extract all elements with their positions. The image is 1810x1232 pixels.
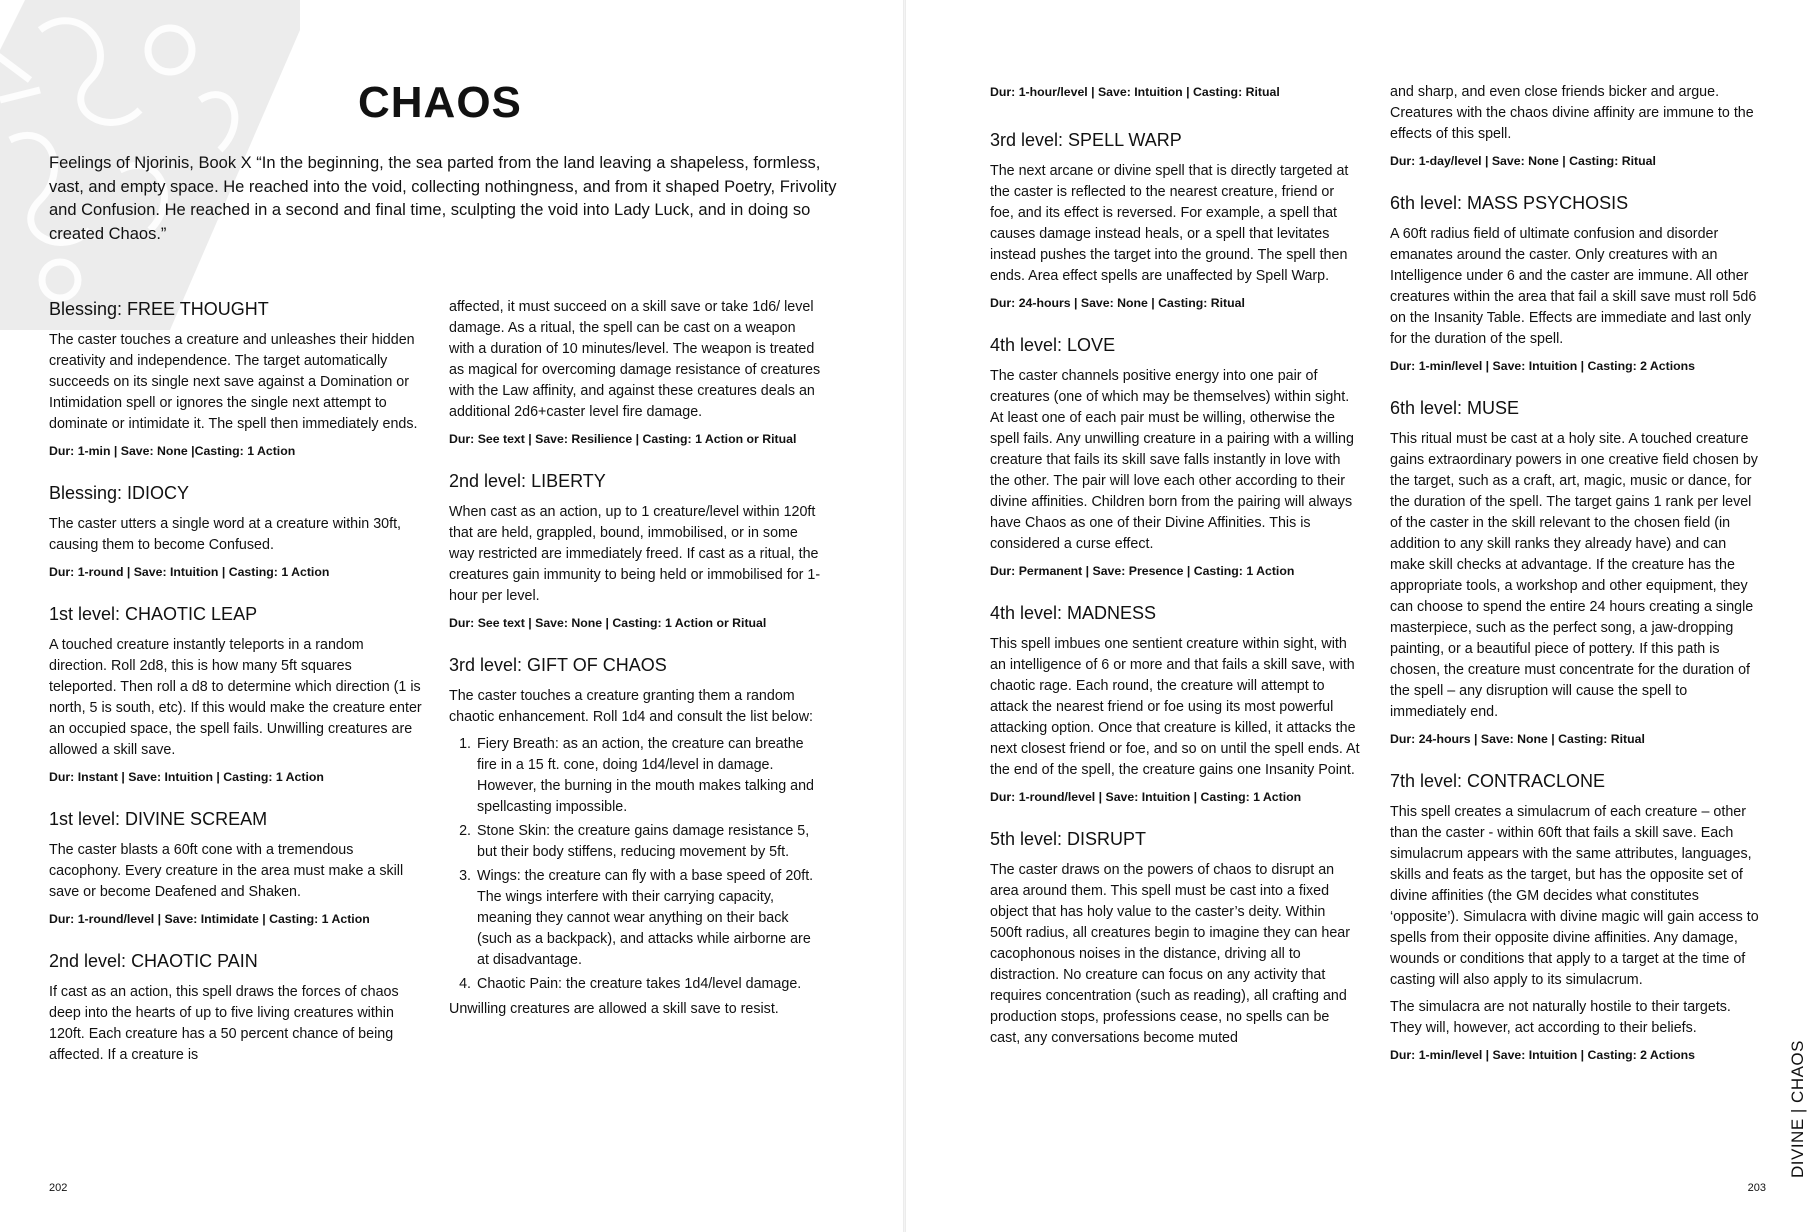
- spell-body-after-list: Unwilling creatures are allowed a skill save to resist.: [449, 1001, 779, 1017]
- spell-body: When cast as an action, up to 1 creature/level within 120ft that are held, grappled, bound, immobilised, or in some way restricted are immediately freed. If cast as a ritual, the creatures gain immunity to being held or immobilised for 1-hour per level.: [449, 504, 821, 604]
- spell-meta: Dur: 1-min | Save: None |Casting: 1 Action: [49, 444, 296, 458]
- spell-muse: [1390, 396, 1760, 749]
- left-column-1: [49, 297, 423, 1086]
- spell-meta: Dur: 1-min/level | Save: Intuition | Casting: 2 Actions: [1390, 359, 1696, 373]
- right-column-1: [990, 82, 1360, 1069]
- list-item: 3. Wings: the creature can fly with a base speed of 20ft. The wings interfere with their carrying capacity, meaning they cannot wear anything on their back (such as a backpack), and attacks while airborne are at disadvantage.: [475, 866, 823, 971]
- left-column-2: [449, 297, 823, 1040]
- spell-heading: 2nd level: LIBERTY: [449, 471, 606, 491]
- spell-mass-psychosis: [1390, 191, 1760, 376]
- spell-body: This spell creates a simulacrum of each creature – other than the caster - within 60ft that fails a skill save. Each simulacrum appears with the same attributes, languages, skills and feats as the target, but has the opposite set of divine affinities (the GM decides what constitutes ‘opposite’). Simulacra with divine magic will gain access to spells from their opposite divine affinities. Any damage, wounds or conditions that apply to a target at the time of casting will also apply to its simulacrum.: [1390, 804, 1759, 988]
- spell-heading: 2nd level: CHAOTIC PAIN: [49, 951, 258, 971]
- spell-body: The next arcane or divine spell that is directly targeted at the caster is reflected to the nearest creature, friend or foe, and its effect is reversed. For example, a spell that causes damage instead heals, or a spell that levitates instead pushes the target into the ground. The spell then ends. Area effect spells are unaffected by Spell Warp.: [990, 163, 1349, 284]
- spell-spell-warp: [990, 128, 1360, 313]
- spell-body: The caster utters a single word at a creature within 30ft, causing them to become Confused.: [49, 516, 402, 553]
- list-item: 4. Chaotic Pain: the creature takes 1d4/level damage.: [475, 974, 823, 995]
- spell-body: and sharp, and even close friends bicker and argue. Creatures with the chaos divine affinity are immune to the effects of this spell.: [1390, 84, 1754, 142]
- spell-heading: 7th level: CONTRACLONE: [1390, 771, 1606, 791]
- spell-disrupt-continued: [1390, 82, 1760, 171]
- spell-body: The caster touches a creature and unleashes their hidden creativity and independence. The target automatically succeeds on its single next save against a Domination or Intimidation spell or ignores the single next attempt to dominate or intimidate it. The spell then immediately ends.: [49, 332, 418, 432]
- left-page: [0, 0, 904, 1232]
- spell-meta: Dur: 1-round/level | Save: Intimidate | Casting: 1 Action: [49, 912, 370, 926]
- chapter-side-label: DIVINE | CHAOS: [1788, 1040, 1807, 1178]
- intro-quote: Feelings of Njorinis, Book X “In the beginning, the sea parted from the land leaving a shapeless, formless, vast, and empty space. He reached into the void, collecting nothingness, and from it shaped Poetry, Frivolity and Confusion. He reached in a second and final time, sculpting the void into Lady Luck, and in doing so created Chaos.”: [49, 154, 837, 243]
- spell-heading: 6th level: MUSE: [1390, 398, 1520, 418]
- spell-meta: Dur: 1-hour/level | Save: Intuition | Casting: Ritual: [990, 85, 1280, 99]
- spell-body: The caster blasts a 60ft cone with a tremendous cacophony. Every creature in the area must make a skill save or become Deafened and Shaken.: [49, 842, 404, 900]
- spell-heading: 3rd level: SPELL WARP: [990, 130, 1182, 150]
- spell-meta: Dur: 1-day/level | Save: None | Casting: Ritual: [1390, 154, 1656, 168]
- spell-contraclone: [1390, 769, 1760, 1065]
- spell-body: A 60ft radius field of ultimate confusion and disorder emanates around the caster. Only creatures with an Intelligence under 6 and the caster are immune. All other creatures within the area that fail a skill save must roll 5d6 on the Insanity Table. Effects are immediate and last only for the duration of the spell.: [1390, 226, 1757, 347]
- page-number-right: 203: [1747, 1182, 1766, 1194]
- right-column-2: [1390, 82, 1760, 1085]
- right-page: [906, 0, 1810, 1232]
- spell-love: [990, 333, 1360, 581]
- spell-meta: Dur: 1-min/level | Save: Intuition | Casting: 2 Actions: [1390, 1048, 1696, 1062]
- spell-body: This spell imbues one sentient creature within sight, with an intelligence of 6 or more and that fails a skill save, with chaotic rage. Each round, the creature will attempt to attack the nearest friend or foe using its most powerful attacking option. Once that creature is killed, it attacks the next closest friend or foe, and so on until the spell ends. At the end of the spell, the creature gains one Insanity Point.: [990, 636, 1360, 778]
- spell-heading: 3rd level: GIFT OF CHAOS: [449, 655, 667, 675]
- spell-meta: Dur: 24-hours | Save: None | Casting: Ritual: [990, 296, 1245, 310]
- spell-meta: Dur: 1-round | Save: Intuition | Casting: 1 Action: [49, 565, 330, 579]
- spell-meta: Dur: 24-hours | Save: None | Casting: Ritual: [1390, 732, 1645, 746]
- spell-body: The caster channels positive energy into one pair of creatures (one of which may be themselves) within sight. At least one of each pair must be willing, otherwise the spell fails. Any unwilling creature in a pairing with a willing creature that fails its skill save falls instantly in love with the other. The pair will love each other according to their divine affinities. Children born from the pairing will always have Chaos as one of their Divine Affinities. This is considered a curse effect.: [990, 368, 1354, 552]
- spell-heading: Blessing: IDIOCY: [49, 483, 190, 503]
- list-item: 2. Stone Skin: the creature gains damage resistance 5, but their body stiffens, reducing movement by 5ft.: [475, 821, 823, 863]
- spell-body: A touched creature instantly teleports in a random direction. Roll 2d8, this is how many 5ft squares teleported. Then roll a d8 to determine which direction (1 is north, 5 is south, etc). If this would make the creature enter an occupied space, the spell fails. Unwilling creatures are allowed a skill save.: [49, 637, 422, 758]
- spell-body-2: The simulacra are not naturally hostile to their targets. They will, however, act according to their beliefs.: [1390, 999, 1731, 1036]
- spell-chaotic-pain: [49, 949, 423, 1066]
- enhancement-list: [449, 734, 823, 995]
- spell-heading: 5th level: DISRUPT: [990, 829, 1147, 849]
- spell-gift-of-chaos: [449, 653, 823, 1020]
- spell-meta: Dur: Instant | Save: Intuition | Casting: 1 Action: [49, 770, 324, 784]
- list-item: 1. Fiery Breath: as an action, the creature can breathe fire in a 15 ft. cone, doing 1d4/level in damage. However, the burning in the mouth makes talking and spellcasting impossible.: [475, 734, 823, 818]
- spell-idiocy: [49, 481, 423, 582]
- spell-disrupt: [990, 827, 1360, 1049]
- spell-heading: Blessing: FREE THOUGHT: [49, 299, 269, 319]
- spell-meta: Dur: See text | Save: Resilience | Casting: 1 Action or Ritual: [449, 432, 797, 446]
- spell-heading: 4th level: LOVE: [990, 335, 1116, 355]
- page-number-left: 202: [49, 1182, 68, 1194]
- spell-body: affected, it must succeed on a skill save or take 1d6/ level damage. As a ritual, the spell can be cast on a weapon with a duration of 10 minutes/level. The weapon is treated as magical for overcoming damage resistance of creatures with the Law affinity, and against these creatures deals an additional 2d6+caster level fire damage.: [449, 299, 821, 420]
- spell-body: If cast as an action, this spell draws the forces of chaos deep into the hearts of up to five living creatures within 120ft. Each creature has a 50 percent chance of being affected. If a creature is: [49, 984, 399, 1063]
- spell-heading: 6th level: MASS PSYCHOSIS: [1390, 193, 1629, 213]
- spell-body: The caster touches a creature granting them a random chaotic enhancement. Roll 1d4 and consult the list below:: [449, 688, 813, 725]
- chapter-title: CHAOS: [358, 78, 522, 127]
- spell-heading: 4th level: MADNESS: [990, 603, 1157, 623]
- spell-meta: Dur: 1-round/level | Save: Intuition | Casting: 1 Action: [990, 790, 1302, 804]
- spell-madness: [990, 601, 1360, 807]
- spell-meta: Dur: Permanent | Save: Presence | Casting: 1 Action: [990, 564, 1295, 578]
- spell-meta: Dur: See text | Save: None | Casting: 1 Action or Ritual: [449, 616, 767, 630]
- spell-heading: 1st level: CHAOTIC LEAP: [49, 604, 258, 624]
- spell-divine-scream: [49, 807, 423, 929]
- spell-chaotic-leap: [49, 602, 423, 787]
- spell-liberty: [449, 469, 823, 633]
- spell-body: This ritual must be cast at a holy site. A touched creature gains extraordinary powers in one creative field chosen by the target, such as a craft, art, magic, music or dance, for the duration of the spell. The target gains 1 rank per level of the caster in the skill relevant to the chosen field (in addition to any skill ranks they already have) and can make skill checks at advantage. If the creature has the appropriate tools, a workshop and other equipment, they can choose to spend the entire 24 hours creating a single masterpiece, such as the perfect song, a jaw-dropping painting, or a beautiful piece of pottery. If this path is chosen, the creature must concentrate for the duration of the spell – any disruption will cause the spell to immediately end.: [1390, 431, 1758, 720]
- spell-free-thought: [49, 297, 423, 461]
- spell-body: The caster draws on the powers of chaos to disrupt an area around them. This spell must be cast into a fixed object that has holy value to the caster’s deity. Within 500ft radius, all creatures begin to imagine they can hear cacophonous noises in the distance, driving all to distraction. No creature can focus on any activity that requires concentration (such as reading), all crafting and production stops, professions cease, no spells can be cast, any conversations become muted: [990, 862, 1351, 1046]
- spell-chaotic-pain-continued: [449, 297, 823, 449]
- spell-heading: 1st level: DIVINE SCREAM: [49, 809, 268, 829]
